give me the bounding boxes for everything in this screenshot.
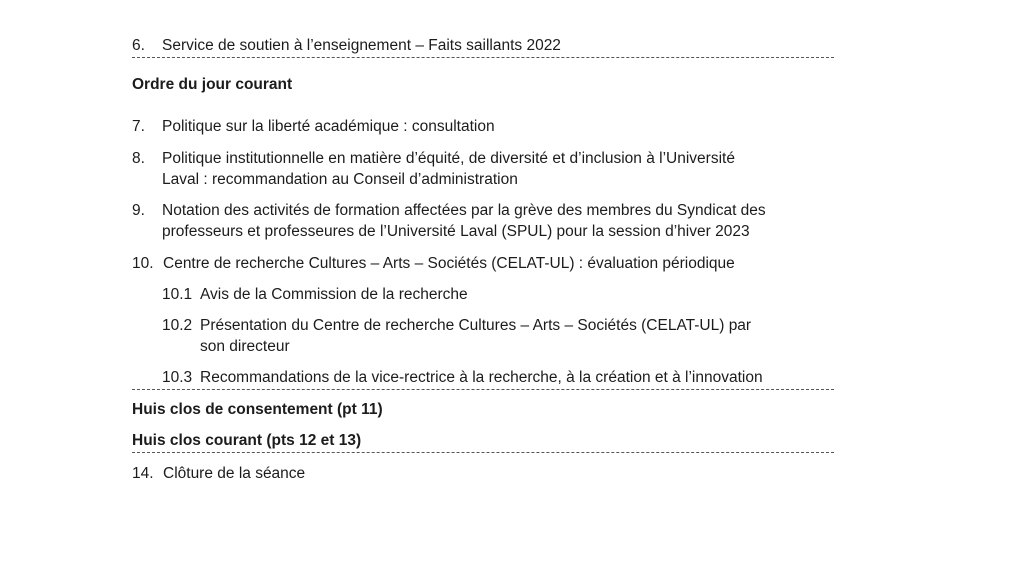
agenda-item-9-line-1 (132, 201, 766, 221)
agenda-subitem-10-2-line-2: son directeur (200, 338, 290, 355)
item-text: Notation des activités de formation affectées par la grève des membres du Syndicat des (162, 202, 766, 219)
agenda-item-6 (132, 36, 561, 56)
subitem-number: 10.1 (162, 286, 193, 303)
subitem-text: Avis de la Commission de la recherche (200, 286, 468, 303)
item-text: Politique institutionnelle en matière d’équité, de diversité et d’inclusion à l’Université (162, 150, 735, 167)
agenda-item-7 (132, 117, 495, 137)
agenda-item-9-line-2: professeurs et professeures de l’Université Laval (SPUL) pour la session d’hiver 2023 (162, 223, 750, 240)
section-heading-current-closed-session: Huis clos courant (pts 12 et 13) (132, 432, 362, 449)
divider (132, 57, 834, 58)
item-number: 14. (132, 465, 154, 482)
item-number: 6. (132, 37, 145, 54)
agenda-item-8-line-1 (132, 149, 735, 169)
section-heading-consent-closed-session: Huis clos de consentement (pt 11) (132, 401, 383, 418)
item-number: 10. (132, 255, 154, 272)
agenda-item-14 (132, 464, 305, 484)
item-text: Clôture de la séance (163, 465, 306, 482)
item-number: 9. (132, 202, 145, 219)
section-heading-current-agenda: Ordre du jour courant (132, 76, 293, 93)
subitem-number: 10.3 (162, 369, 193, 386)
agenda-subitem-10-2-line-1 (162, 316, 751, 336)
item-number: 7. (132, 118, 145, 135)
agenda-subitem-10-3 (162, 368, 763, 388)
subitem-text: Recommandations de la vice-rectrice à la recherche, à la création et à l’innovation (200, 369, 763, 386)
agenda-item-8-line-2: Laval : recommandation au Conseil d’administration (162, 171, 518, 188)
divider (132, 452, 834, 453)
item-text: Politique sur la liberté académique : consultation (162, 118, 495, 135)
item-text: Centre de recherche Cultures – Arts – Sociétés (CELAT-UL) : évaluation périodique (163, 255, 735, 272)
item-number: 8. (132, 150, 145, 167)
item-text: Service de soutien à l’enseignement – Faits saillants 2022 (162, 37, 561, 54)
subitem-number: 10.2 (162, 317, 193, 334)
agenda-item-10 (132, 254, 735, 274)
divider (132, 389, 834, 390)
agenda-subitem-10-1 (162, 285, 468, 305)
subitem-text: Présentation du Centre de recherche Cultures – Arts – Sociétés (CELAT-UL) par (200, 317, 752, 334)
